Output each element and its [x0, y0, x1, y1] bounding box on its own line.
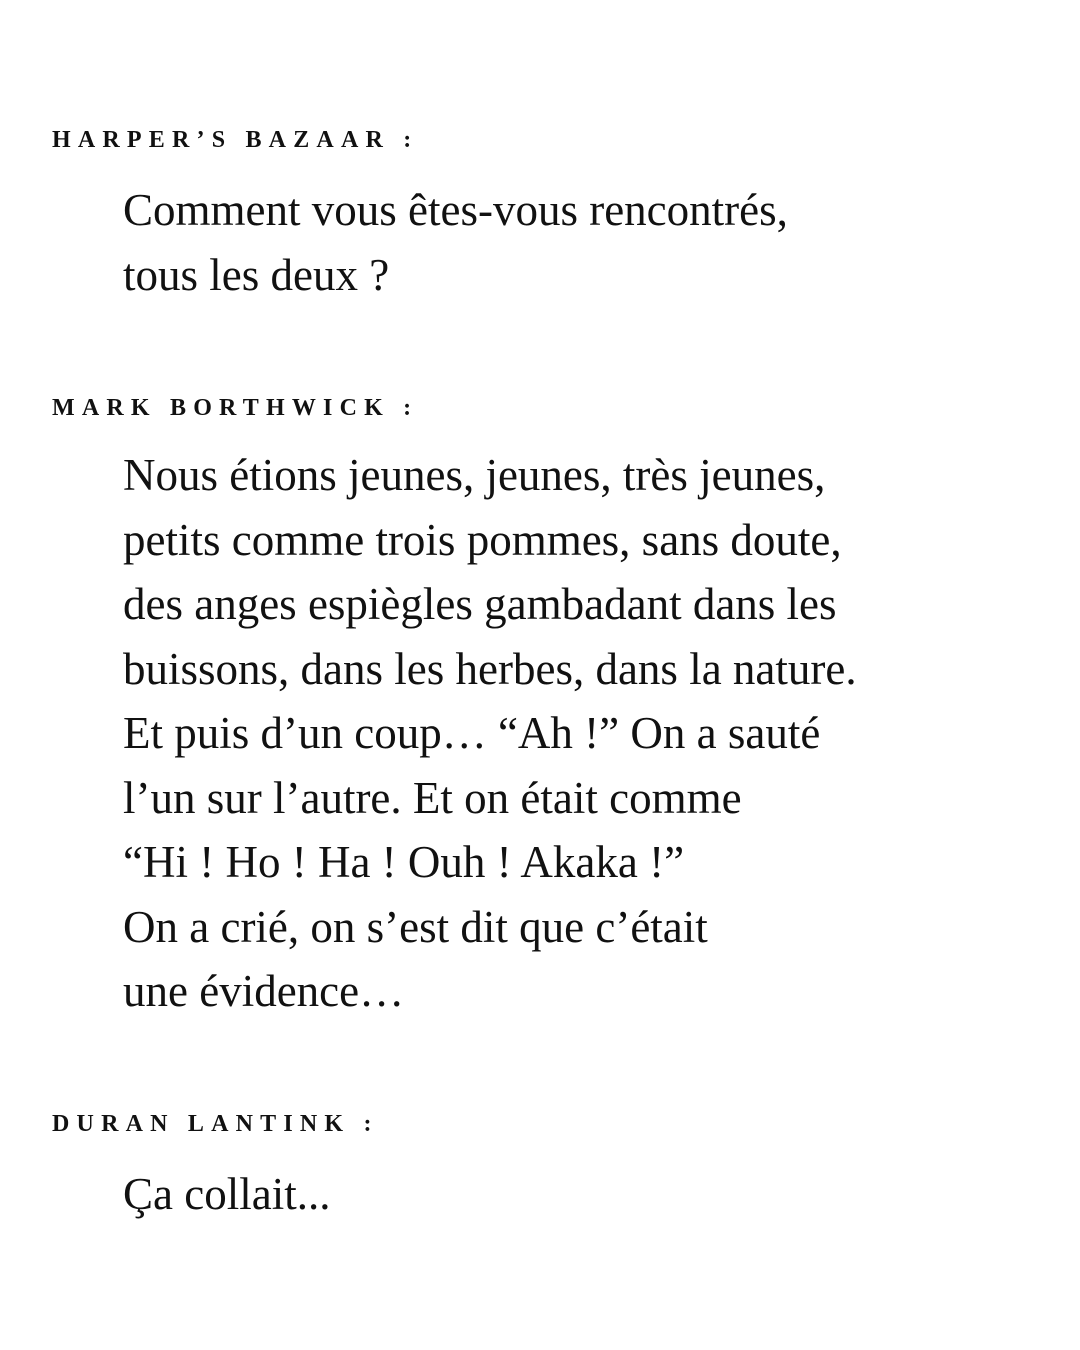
speech-line: Et puis d’un coup… “Ah !” On a sauté — [123, 708, 821, 758]
speech-line: une évidence… — [123, 966, 405, 1016]
speaker-label-duran-lantink: DURAN LANTINK : — [52, 1111, 379, 1137]
speech-line: des anges espiègles gambadant dans les — [123, 579, 837, 629]
speech-duran-lantink — [123, 1162, 1043, 1227]
speech-line: l’un sur l’autre. Et on était comme — [123, 772, 742, 823]
speech-line: Nous étions jeunes, jeunes, très jeunes, — [123, 450, 826, 500]
speech-line: On a crié, on s’est dit que c’était — [123, 901, 708, 952]
speech-mark-borthwick — [123, 443, 1043, 1024]
speech-line: Ça collait... — [123, 1169, 331, 1219]
speech-line: tous les deux ? — [123, 249, 390, 300]
speech-line: “Hi ! Ho ! Ha ! Ouh ! Akaka !” — [123, 837, 685, 887]
speech-line: buissons, dans les herbes, dans la nature. — [123, 643, 857, 694]
speech-harpers-bazaar — [123, 178, 1043, 307]
speech-line: petits comme trois pommes, sans doute, — [123, 514, 842, 565]
speaker-label-mark-borthwick: MARK BORTHWICK : — [52, 395, 419, 421]
speech-line: Comment vous êtes-vous rencontrés, — [123, 185, 788, 235]
speaker-label-harpers-bazaar: HARPER’S BAZAAR : — [52, 127, 419, 153]
